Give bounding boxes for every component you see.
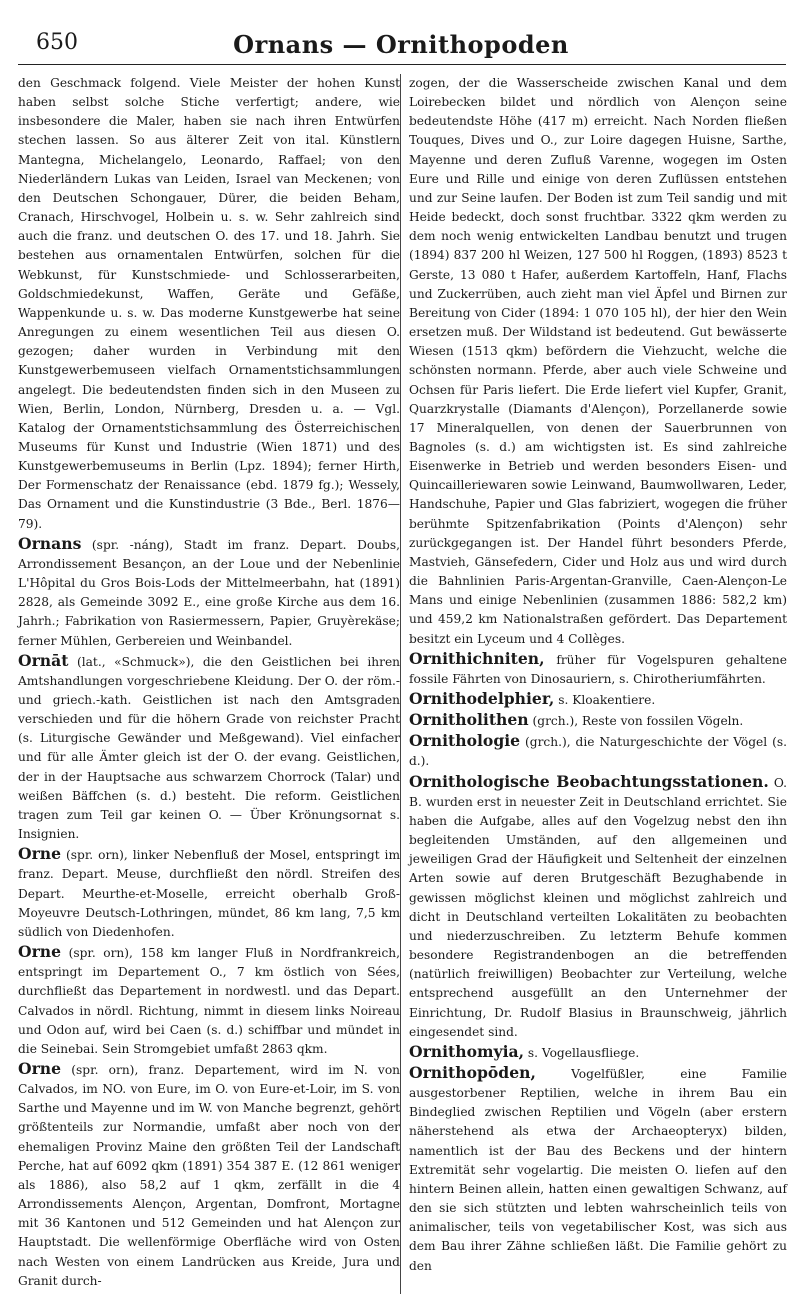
running-head: Ornans — Ornithopoden <box>233 30 569 59</box>
entry-ornithichniten: Ornithichniten, früher für Vogelspuren gehaltene fossile Fährten von Dinosauriern, s. Chirotheriumfährten. <box>409 648 787 686</box>
headword: Ornithologie <box>409 731 521 751</box>
entry-ornithopoden: Ornithopōden, Vogelfüßler, eine Familie ausgestorbener Reptilien, welche in ihrem Bau ein Bindeglied zwischen Reptilien und Vögeln (aber erstern näherstehend als etwa der Archaeopteryx) bilden, namentlich ist der Bau des Beckens und der hintern Extremität sehr vogelartig. Die meisten O. liefen auf den hintern Beinen allein, hatten einen gewaltigen Schwanz, auf den sie sich stützten und lebten wahrscheinlich teils von animalischer, teils von vegetabilischer Kost, was sich aus dem Bau ihrer Zähne schließen läßt. Die Familie gehört zu den <box>409 1062 787 1273</box>
entry-ornithologische-beobachtungsstationen: Ornithologische Beobachtungsstationen. O. B. wurden erst in neuester Zeit in Deutschland errichtet. Sie haben die Aufgabe, alles auf den Vogelzug nebst den ihn begleitenden Umständen, auf den allgemeinen und jeweiligen Grad der Häufigkeit und Seltenheit der einzelnen Arten sowie auf deren Brutgeschäft Bezughabende in gewissen möglichst kleinen und möglichst zahlreich und dicht in Deutschland verteilten Lokalitäten zu beobachten und niederzuschreiben. Zu letzterm Behufe kommen besondere Registrandenbogen an die betreffenden (natürlich freiwilligen) Beobachter zur Verteilung, welche entsprechend ausgefüllt an den Unternehmer der Einrichtung, Dr. Rudolf Blasius in Braunschweig, jährlich eingesendet sind. <box>409 771 787 1039</box>
continued-paragraph: den Geschmack folgend. Viele Meister der hohen Kunst haben selbst solche Stiche verfertigt; andere, wie insbesondere die Maler, haben sie nach ihren Entwürfen stechen lassen. So aus älterer Zeit von ital. Künstlern Mantegna, Michelangelo, Leonardo, Raffael; von den Niederländern Lukas van Leiden, Israel van Meckenen; von den Deutschen Schongauer, Dürer, die beiden Beham, Cranach, Hirschvogel, Holbein u. s. w. Sehr zahlreich sind auch die franz. und deutschen O. des 17. und 18. Jahrh. Sie bestehen aus ornamentalen Entwürfen, solchen für die Webkunst, für Kunstschmiede- und Schlosserarbeiten, Goldschmiedekunst, Waffen, Geräte und Gefäße, Wappenkunde u. s. w. Das moderne Kunstgewerbe hat seine Anregungen zu einem wesentlichen Teil aus diesen O. gezogen; daher wurden in Verbindung mit den Kunstgewerbemuseen vielfach Ornamentstichsammlungen angelegt. Die bedeutendsten finden sich in den Museen zu Wien, Berlin, London, Nürnberg, Dresden u. a. — Vgl. Katalog der Ornamentstichsammlung des Österreichischen Museums für Kunst und Industrie (Wien 1871) und des Kunstgewerbemuseums in Berlin (Lpz. 1894); ferner Hirth, Der Formenschatz der Renaissance (ebd. 1879 fg.); Wessely, Das Ornament und die Kunstindustrie (3 Bde., Berl. 1876—79). <box>18 76 400 531</box>
entry-ornat: Ornāt (lat., «Schmuck»), die den Geistlichen bei ihren Amtshandlungen vorgeschriebene Kleidung. Der O. der röm.- und griech.-kath. Geistlichen ist nach den Amtsgraden verschieden und für die höhern Grade von reichster Pracht (s. Liturgische Gewänder und Meßgewand). Viel einfacher und für alle Ämter gleich ist der O. der evang. Geistlichen, der in der Hauptsache aus schwarzem Chorrock (Talar) und weißen Bäffchen (s. d.) besteht. Die reform. Geistlichen tragen zum Teil gar keinen O. — Über Krönungsornat s. Insignien. <box>18 650 400 842</box>
entry-orne-river: Orne (spr. orn), 158 km langer Fluß in Nordfrankreich, entspringt im Departement O., 7 km östlich von Sées, durchfließt das Departement in nordwestl. und das Depart. Calvados in nördl. Richtung, nimmt in diesem links Noireau und Odon auf, wird bei Caen (s. d.) schiffbar und mündet in die Seinebai. Sein Stromgebiet umfaßt 2863 qkm. <box>18 942 400 1056</box>
headword: Ornithichniten, <box>409 648 545 668</box>
column-divider <box>400 74 401 1294</box>
entry-ornans: Ornans (spr. -náng), Stadt im franz. Depart. Doubs, Arrondissement Besançon, an der Loue und der Nebenlinie L'Hôpital du Gros Bois-Lods der Mittelmeerbahn, hat (1891) 2828, als Gemeinde 3092 E., eine große Kirche aus dem 16. Jahrh.; Fabrikation von Rasiermessern, Papier, Gruyèrekäse; ferner Mühlen, Gerbereien und Weinbandel. <box>18 533 400 648</box>
headword: Ornithodelphier, <box>409 689 555 708</box>
headword: Orne <box>18 844 62 864</box>
entry-ornithodelphier: Ornithodelphier, s. Kloakentiere. <box>409 689 656 708</box>
entry-orne-departement: Orne (spr. orn), franz. Departement, wird im N. von Calvados, im NO. von Eure, im O. von Eure-et-Loir, im S. von Sarthe und Mayenne und im W. von Manche begrenzt, gehört größtenteils zur Normandie, umfaßt aber noch von der ehemaligen Provinz Maine den größten Teil der Landschaft Perche, hat auf 6092 qkm (1891) 354 387 E. (12 861 weniger als 1886), also 58,2 auf 1 qkm, zerfällt in die 4 Arrondissements Alençon, Argentan, Domfront, Mortagne mit 36 Kantonen und 512 Gemeinden und hat Alençon zur Hauptstadt. Die wellenförmige Oberfläche wird von Osten nach Westen von einem Landrücken aus Kreide, Jura und Granit durch- <box>18 1058 400 1288</box>
continued-paragraph: zogen, der die Wasserscheide zwischen Kanal und dem Loirebecken bildet und nördlich von Alençon seine bedeutendste Höhe (417 m) erreicht. Nach Norden fließen Touques, Dives und O., zur Loire dagegen Huisne, Sarthe, Mayenne und deren Zufluß Varenne, wogegen im Osten Eure und Rille und einige von deren Zuflüssen entstehen und zur Seine laufen. Der Boden ist zum Teil sandig und mit Heide bedeckt, doch sonst fruchtbar. 3322 qkm werden zu dem noch wenig entwickelten Landbau benutzt und trugen (1894) 837 200 hl Weizen, 127 500 hl Roggen, (1893) 8523 t Gerste, 13 080 t Hafer, außerdem Kartoffeln, Hanf, Flachs und Zuckerrüben, auch zieht man viel Äpfel und Birnen zur Bereitung von Cider (1894: 1 070 105 hl), der hier den Wein ersetzen muß. Der Wildstand ist bedeutend. Gut bewässerte Wiesen (1513 qkm) befördern die Viehzucht, welche die schönsten normann. Pferde, aber auch viele Schweine und Ochsen für Paris liefert. Die Erde liefert viel Kupfer, Granit, Quarzkrystalle (Diamants d'Alençon), Porzellanerde sowie 17 Mineralquellen, von denen der Sauerbrunnen von Bagnoles (s. d.) am wichtigsten ist. Es sind zahlreiche Eisenwerke in Betrieb und werden besonders Eisen- und Quincailleriewaren sowie Leinwand, Baumwollwaren, Leder, Handschuhe, Papier und Glas fabriziert, wogegen die früher berühmte Spitzenfabrikation (Points d'Alençon) sehr zurückgegangen ist. Der Handel führt besonders Pferde, Mastvieh, Gänsefedern, Cider und Holz aus und wird durch die Bahnlinien Paris-Argentan-Granville, Caen-Alençon-Le Mans und einige Nebenlinien (zusammen 1886: 582,2 km) und 459,2 km Nationalstraßen gefördert. Das Departement besitzt ein Lyceum und 4 Collèges. <box>409 76 787 646</box>
page-number: 650 <box>36 30 78 55</box>
entry-orne-river-mosel: Orne (spr. orn), linker Nebenfluß der Mosel, entspringt im franz. Depart. Meuse, durchfließt den nördl. Streifen des Depart. Meurthe-et-Moselle, erreicht oberhalb Groß-Moyeuvre Deutsch-Lothringen, mündet, 86 km lang, 7,5 km südlich von Diedenhofen. <box>18 844 400 939</box>
header-rule <box>18 64 786 65</box>
headword: Ornithomyia, <box>409 1041 525 1061</box>
right-column <box>409 74 787 1276</box>
headword: Ornithopōden, <box>409 1062 536 1082</box>
headword: Ornithologische Beobachtungsstationen. <box>409 771 769 791</box>
headword: Orne <box>18 1058 62 1078</box>
headword: Ornitholithen <box>409 710 529 730</box>
entry-ornithomyia: Ornithomyia, s. Vogellausfliege. <box>409 1041 640 1061</box>
entry-ornithologie: Ornithologie (grch.), die Naturgeschichte der Vögel (s. d.). <box>409 731 787 769</box>
entry-ornitholithen: Ornitholithen (grch.), Reste von fossilen Vögeln. <box>409 710 744 730</box>
headword: Ornāt <box>18 650 69 670</box>
left-column <box>18 74 400 1291</box>
headword: Orne <box>18 942 62 962</box>
headword: Ornans <box>18 533 82 553</box>
